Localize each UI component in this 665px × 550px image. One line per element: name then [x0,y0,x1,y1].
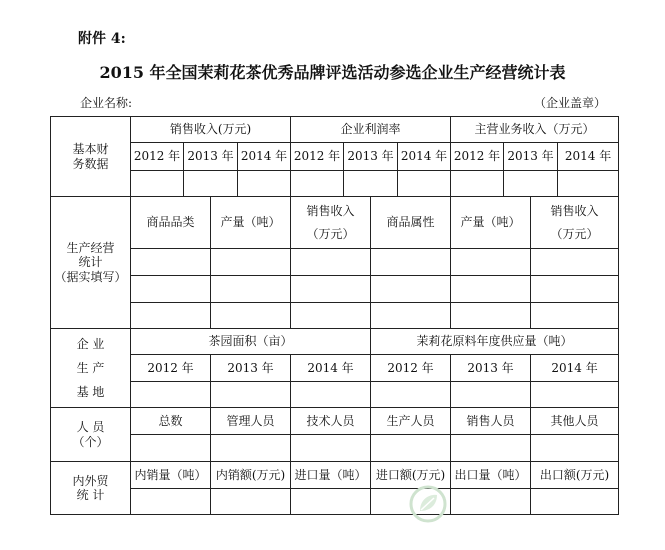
leaf-logo-icon [408,484,448,524]
trade-col-export-volume: 出口量（吨） [451,462,531,489]
staff-input-cell[interactable] [371,435,451,462]
finance-input-cell[interactable] [238,171,291,197]
trade-input-cell[interactable] [211,489,291,515]
production-input-cell[interactable] [451,303,531,329]
base-supply-header: 茉莉花原料年度供应量（吨） [371,329,619,355]
production-input-cell[interactable] [211,303,291,329]
year-header: 2012 年 [451,143,504,171]
trade-label: 内外贸 统 计 [51,462,131,515]
trade-input-cell[interactable] [451,489,531,515]
year-header: 2012 年 [131,143,184,171]
production-input-cell[interactable] [291,276,371,303]
production-label: 生产经营 统计 （据实填写） [51,197,131,329]
finance-input-cell[interactable] [558,171,619,197]
year-header: 2013 年 [451,355,531,382]
year-header: 2014 年 [531,355,619,382]
year-header: 2014 年 [238,143,291,171]
trade-col-domestic-value: 内销额(万元) [211,462,291,489]
production-input-cell[interactable] [131,276,211,303]
production-input-cell[interactable] [531,249,619,276]
staff-input-cell[interactable] [451,435,531,462]
year-header: 2014 年 [558,143,619,171]
production-input-cell[interactable] [211,249,291,276]
year-header: 2012 年 [291,143,344,171]
staff-input-cell[interactable] [531,435,619,462]
trade-col-domestic-volume: 内销量（吨） [131,462,211,489]
production-input-cell[interactable] [131,303,211,329]
base-input-cell[interactable] [211,382,291,408]
production-input-cell[interactable] [291,303,371,329]
year-header: 2013 年 [504,143,558,171]
base-input-cell[interactable] [371,382,451,408]
production-input-cell[interactable] [131,249,211,276]
attachment-label: 附件 4: [78,31,126,47]
trade-input-cell[interactable] [291,489,371,515]
year-header: 2012 年 [371,355,451,382]
trade-input-cell[interactable] [531,489,619,515]
production-input-cell[interactable] [451,249,531,276]
finance-input-cell[interactable] [291,171,344,197]
trade-col-export-value: 出口额(万元) [531,462,619,489]
finance-group-main-revenue: 主营业务收入（万元） [451,117,619,143]
staff-input-cell[interactable] [131,435,211,462]
year-header: 2014 年 [291,355,371,382]
year-header: 2014 年 [398,143,451,171]
production-input-cell[interactable] [291,249,371,276]
year-header: 2013 年 [211,355,291,382]
finance-input-cell[interactable] [184,171,238,197]
staff-input-cell[interactable] [291,435,371,462]
staff-label: 人 员 （个） [51,408,131,462]
year-header: 2012 年 [131,355,211,382]
production-col-category: 商品品类 [131,197,211,249]
base-input-cell[interactable] [131,382,211,408]
base-input-cell[interactable] [451,382,531,408]
trade-col-import-volume: 进口量（吨） [291,462,371,489]
page-title: 2015 年全国茉莉花茶优秀品牌评选活动参选企业生产经营统计表 [99,63,566,82]
production-col-output: 产量（吨） [451,197,531,249]
company-name-label: 企业名称: [80,96,133,110]
staff-col-management: 管理人员 [211,408,291,435]
staff-col-production: 生产人员 [371,408,451,435]
company-seal-label: （企业盖章） [534,96,607,110]
finance-input-cell[interactable] [131,171,184,197]
finance-label: 基本财 务数据 [51,117,131,197]
base-input-cell[interactable] [531,382,619,408]
production-col-sales: 销售收入 （万元） [291,197,371,249]
production-input-cell[interactable] [531,276,619,303]
finance-input-cell[interactable] [344,171,398,197]
production-col-attribute: 商品属性 [371,197,451,249]
production-input-cell[interactable] [371,303,451,329]
base-label: 企 业 生 产 基 地 [51,329,131,408]
finance-input-cell[interactable] [504,171,558,197]
production-input-cell[interactable] [531,303,619,329]
production-input-cell[interactable] [371,276,451,303]
staff-col-total: 总数 [131,408,211,435]
finance-group-profit: 企业利润率 [291,117,451,143]
year-header: 2013 年 [344,143,398,171]
base-input-cell[interactable] [291,382,371,408]
statistics-table [50,116,619,515]
production-input-cell[interactable] [211,276,291,303]
finance-group-sales: 销售收入(万元) [131,117,291,143]
staff-col-technical: 技术人员 [291,408,371,435]
staff-col-other: 其他人员 [531,408,619,435]
year-header: 2013 年 [184,143,238,171]
production-col-sales: 销售收入 （万元） [531,197,619,249]
finance-input-cell[interactable] [398,171,451,197]
production-col-output: 产量（吨） [211,197,291,249]
staff-col-sales: 销售人员 [451,408,531,435]
production-input-cell[interactable] [451,276,531,303]
trade-col-import-value: 进口额(万元) [371,462,451,489]
finance-input-cell[interactable] [451,171,504,197]
base-area-header: 茶园面积（亩） [131,329,371,355]
trade-input-cell[interactable] [131,489,211,515]
staff-input-cell[interactable] [211,435,291,462]
production-input-cell[interactable] [371,249,451,276]
